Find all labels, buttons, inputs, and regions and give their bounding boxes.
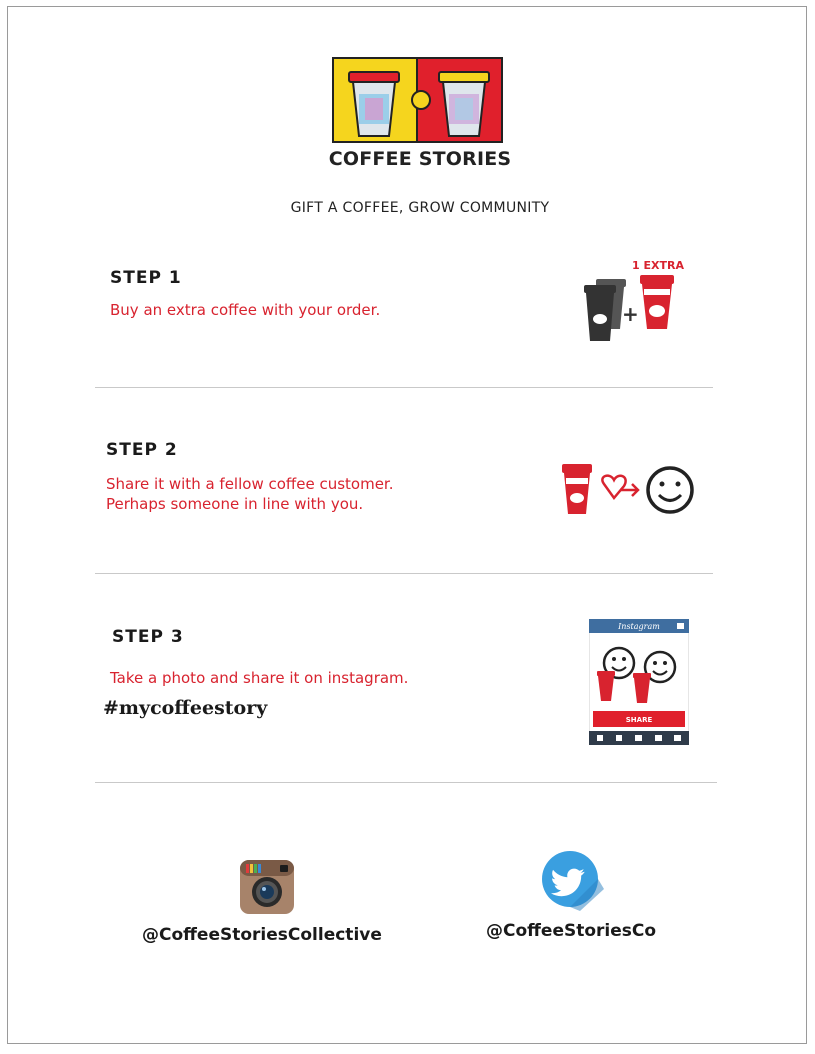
divider-1 xyxy=(95,387,713,388)
app-share-label: SHARE xyxy=(625,716,653,724)
step-3-title: STEP 3 xyxy=(112,627,184,647)
step-2-text-line-2: Perhaps someone in line with you. xyxy=(106,495,364,513)
instagram-screen-icon xyxy=(589,619,689,745)
coffee-heart-smile-icon xyxy=(560,458,700,520)
hashtag: #mycoffeestory xyxy=(103,697,268,719)
step-2-title: STEP 2 xyxy=(106,440,178,460)
twitter-icon[interactable] xyxy=(540,849,604,913)
divider-3 xyxy=(95,782,717,783)
step-3-text: Take a photo and share it on instagram. xyxy=(110,669,409,687)
instagram-icon[interactable] xyxy=(240,860,294,914)
step-1-text: Buy an extra coffee with your order. xyxy=(110,301,381,319)
step-2-text-line-1: Share it with a fellow coffee customer. xyxy=(106,475,394,493)
tagline: GIFT A COFFEE, GROW COMMUNITY xyxy=(290,200,550,216)
twitter-handle[interactable]: @CoffeeStoriesCo xyxy=(486,921,657,941)
instagram-handle[interactable]: @CoffeeStoriesCollective xyxy=(142,925,382,945)
brand-name: COFFEE STORIES xyxy=(328,148,512,170)
divider-2 xyxy=(95,573,713,574)
step-1-title: STEP 1 xyxy=(110,268,182,288)
svg-text:+: + xyxy=(622,302,639,326)
coffee-plus-extra-icon xyxy=(580,255,690,347)
extra-badge: 1 EXTRA xyxy=(632,259,684,272)
app-title: Instagram xyxy=(618,622,660,631)
